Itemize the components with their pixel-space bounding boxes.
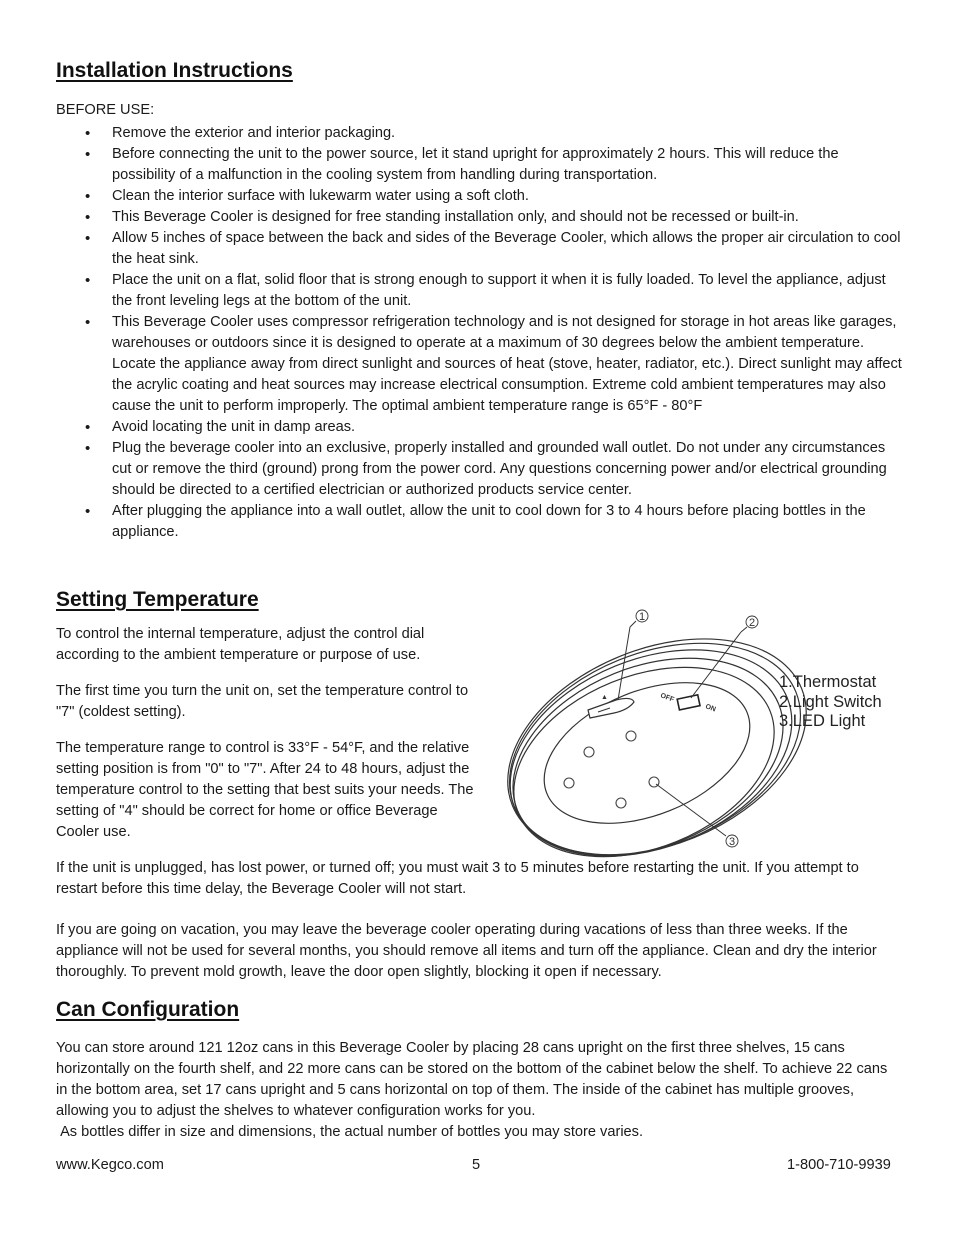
- callout-2-label: 2: [748, 617, 756, 629]
- panel-rim: [486, 631, 803, 858]
- can-configuration-paragraph: You can store around 121 12oz cans in this Beverage Cooler by placing 28 cans upright on the first three shelves, 15 cans horizontally on the fourth shelf, and 22 more cans can be stored on the bottom of the cabinet below the shelf. To achieve 22 cans in the bottom area, set 17 cans upright and 5 cans horizontal on top of them. The inside of the cabinet has multiple grooves, allowing you to adjust the shelves to whatever configuration works for you.: [56, 1040, 888, 1119]
- list-item: • Place the unit on a flat, solid floor that is strong enough to support it when it is fully loaded. To level the appliance, adjust the front leveling legs at the bottom of the unit.: [56, 270, 902, 312]
- legend-light-switch: 2.Light Switch: [779, 692, 882, 711]
- led-light-icon: [564, 778, 574, 788]
- switch-on-label: ON: [704, 703, 717, 714]
- setting-temperature-heading: Setting Temperature: [56, 588, 259, 611]
- led-light-icon: [626, 731, 636, 741]
- list-item: • After plugging the appliance into a wall outlet, allow the unit to cool down for 3 to 4 hours before placing bottles in the appliance.: [56, 501, 902, 543]
- temperature-paragraph: To control the internal temperature, adjust the control dial according to the ambient temperature or purpose of use.: [56, 626, 425, 663]
- list-item: • Remove the exterior and interior packaging.: [56, 123, 902, 144]
- can-configuration-heading: Can Configuration: [56, 998, 240, 1021]
- list-item: • Plug the beverage cooler into an exclusive, properly installed and grounded wall outlet. Do not under any circumstances cut or remove the third (ground) prong from the power cord. Any questions concerning power and/or electrical grounding should be directed to a certified electrician or authorized products service center.: [56, 438, 902, 501]
- temperature-paragraph: If the unit is unplugged, has lost power, or turned off; you must wait 3 to 5 minutes before restarting the unit. If you attempt to restart before this time delay, the Beverage Cooler will not start.: [56, 860, 859, 897]
- can-configuration-note: As bottles differ in size and dimensions, the actual number of bottles you may store varies.: [56, 1124, 644, 1140]
- before-use-label: BEFORE USE:: [56, 102, 155, 118]
- list-item: • Allow 5 inches of space between the back and sides of the Beverage Cooler, which allows the proper air circulation to cool the heat sink.: [56, 228, 902, 270]
- footer-page-number: 5: [472, 1157, 481, 1173]
- list-item: • This Beverage Cooler is designed for free standing installation only, and should not be recessed or built-in.: [56, 207, 902, 228]
- led-light-icon: [584, 747, 594, 757]
- temperature-paragraph: If you are going on vacation, you may leave the beverage cooler operating during vacations of less than three weeks. If the appliance will not be used for several months, you should remove all items and turn off the appliance. Clean and dry the interior thoroughly. To prevent mold growth, leave the door open slightly, blocking it open if necessary.: [56, 922, 877, 980]
- inner-panel-outline: [524, 655, 771, 851]
- list-item: • Avoid locating the unit in damp areas.: [56, 417, 902, 438]
- legend-led-light: 3.LED Light: [779, 712, 866, 730]
- thermostat-dial-icon: [588, 698, 634, 718]
- panel-rim: [484, 621, 813, 858]
- list-item: • Before connecting the unit to the power source, let it stand upright for approximately 2 hours. This will reduce the possibility of a malfunction in the cooling system from handling during transportation.: [56, 144, 902, 186]
- footer-website: www.Kegco.com: [56, 1157, 164, 1173]
- list-item: • This Beverage Cooler uses compressor refrigeration technology and is not designed for storage in hot areas like garages, warehouses or outdoors since it is designed to operate at a maximum of 30 degrees below the ambient temperature. Locate the appliance away from direct sunlight and sources of heat (stove, heater, radiator, etc.). Direct sunlight may affect the acrylic coating and heat sources may increase electrical consumption. Extreme cold ambient temperatures may also cause the unit to perform improperly. The optimal ambient temperature range is 65°F - 80°F: [56, 312, 902, 417]
- callout-1-label: 1: [638, 611, 646, 623]
- temperature-paragraph: The first time you turn the unit on, set the temperature control to "7" (coldest setting).: [56, 683, 469, 720]
- svg-text:▲: ▲: [601, 694, 608, 701]
- diagram-legend: [779, 673, 882, 732]
- installation-list: [56, 123, 902, 543]
- temperature-paragraph: The temperature range to control is 33°F - 54°F, and the relative setting position is from "0" to "7". After 24 to 48 hours, adjust the temperature control to the setting that best suits your needs. The setting of "4" should be correct for home or office Beverage Cooler use.: [56, 740, 474, 840]
- led-light-icon: [616, 798, 626, 808]
- light-switch-icon: [677, 695, 700, 710]
- callout-3-label: 3: [728, 836, 736, 848]
- installation-heading: Installation Instructions: [56, 59, 293, 82]
- list-item: • Clean the interior surface with lukewarm water using a soft cloth.: [56, 186, 902, 207]
- footer-phone: 1-800-710-9939: [787, 1157, 891, 1173]
- switch-off-label: OFF: [659, 692, 675, 704]
- panel-rim: [479, 611, 822, 858]
- legend-thermostat: 1.Thermostat: [779, 673, 877, 691]
